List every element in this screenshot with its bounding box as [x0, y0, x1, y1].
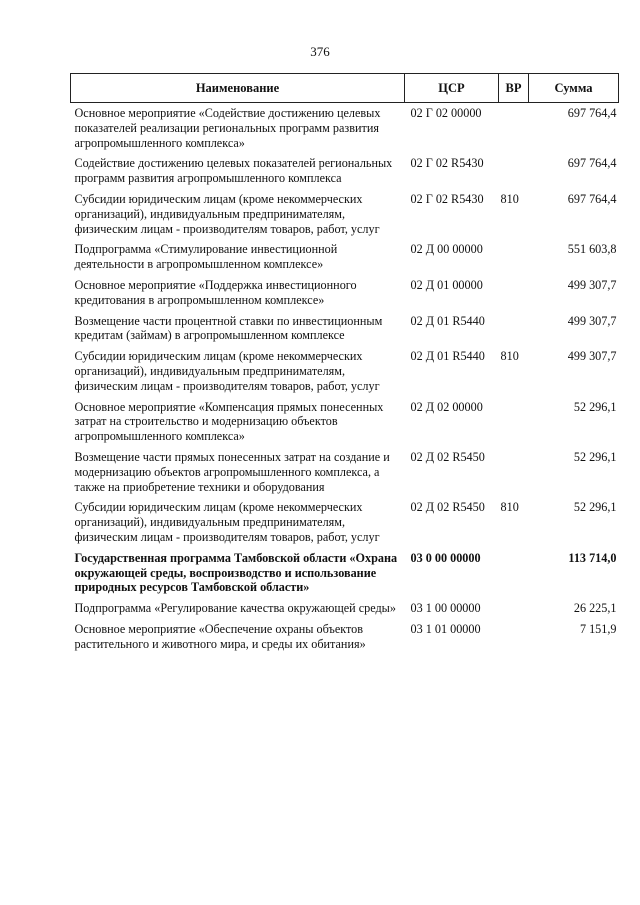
row-name: Основное мероприятие «Компенсация прямых понесенных затрат на строительство и модернизацию объектов агропромышленного комплекса»	[74, 399, 384, 444]
table-row	[71, 619, 619, 655]
row-sum: 7 151,9	[579, 621, 617, 636]
row-sum: 26 225,1	[573, 601, 617, 616]
row-sum: 52 296,1	[573, 449, 617, 464]
table-body	[71, 103, 619, 655]
row-vr	[499, 153, 529, 189]
header-name: Наименование	[71, 74, 405, 103]
row-name: Возмещение части процентной ставки по инвестиционным кредитам (займам) в агропромышленном комплексе	[74, 313, 383, 343]
row-name: Субсидии юридическим лицам (кроме некоммерческих организаций), индивидуальным предпринимателям, физическим лицам - производителям товаров, работ, услуг	[74, 500, 380, 544]
header-vr: ВР	[499, 74, 529, 103]
row-csr: 03 1 01 00000	[410, 621, 481, 636]
row-name: Подпрограмма «Регулирование качества окружающей среды»	[74, 601, 396, 616]
table-row	[71, 397, 619, 447]
row-name: Субсидии юридическим лицам (кроме некоммерческих организаций), индивидуальным предпринимателям, физическим лицам - производителям товаров, работ, услуг	[74, 191, 380, 236]
row-name: Основное мероприятие «Обеспечение охраны объектов растительного и животного мира, и среды их обитания»	[74, 621, 366, 651]
table-row	[71, 311, 619, 347]
row-vr	[499, 311, 529, 347]
row-sum: 551 603,8	[567, 242, 617, 257]
table-row	[71, 239, 619, 275]
table-row	[71, 103, 619, 154]
row-vr	[499, 103, 529, 154]
row-vr	[499, 447, 529, 497]
row-vr	[499, 275, 529, 311]
row-sum: 52 296,1	[573, 500, 617, 515]
row-csr: 02 Г 02 00000	[410, 106, 482, 120]
row-csr: 02 Д 02 R5450	[410, 500, 485, 515]
row-vr	[499, 598, 529, 619]
row-vr	[499, 548, 529, 598]
table-row	[71, 598, 619, 619]
budget-table	[70, 73, 619, 655]
table-row	[71, 153, 619, 189]
row-csr: 02 Д 02 R5450	[410, 449, 485, 464]
row-sum: 113 714,0	[568, 550, 617, 565]
row-name: Субсидии юридическим лицам (кроме некоммерческих организаций), индивидуальным предпринимателям, физическим лицам - производителям товаров, работ, услуг	[74, 349, 380, 393]
row-vr	[499, 239, 529, 275]
table-row-program	[71, 548, 619, 598]
row-name: Возмещение части прямых понесенных затрат на создание и модернизацию объектов агропромышленного комплекса, а также на приобретение техники и оборудования	[74, 449, 390, 494]
row-csr: 03 0 00 00000	[410, 550, 481, 565]
page-number: 376	[310, 44, 330, 59]
row-sum: 499 307,7	[567, 313, 617, 328]
table-row	[71, 275, 619, 311]
row-csr: 02 Д 00 00000	[410, 242, 483, 257]
row-vr: 810	[500, 500, 519, 515]
row-csr: 02 Г 02 R5430	[410, 156, 484, 171]
table-row	[71, 189, 619, 239]
row-csr: 02 Д 02 00000	[410, 399, 483, 414]
header-sum: Сумма	[529, 74, 619, 103]
row-csr: 03 1 00 00000	[410, 601, 481, 616]
row-csr: 02 Д 01 R5440	[410, 313, 485, 328]
row-csr: 02 Г 02 R5430	[410, 191, 484, 206]
row-name: Основное мероприятие «Поддержка инвестиционного кредитования в агропромышленном комплексе»	[74, 277, 357, 307]
row-vr	[499, 619, 529, 655]
row-sum: 697 764,4	[567, 191, 617, 206]
row-vr: 810	[500, 191, 519, 206]
row-name: Содействие достижению целевых показателей региональных программ развития агропромышленного комплекса	[74, 156, 393, 186]
row-name: Государственная программа Тамбовской области «Охрана окружающей среды, воспроизводство и использование природных ресурсов Тамбовской области»	[74, 550, 398, 595]
header-csr: ЦСР	[405, 74, 499, 103]
row-sum: 697 764,4	[567, 106, 617, 120]
row-sum: 499 307,7	[567, 349, 617, 364]
table-row	[71, 447, 619, 497]
row-sum: 499 307,7	[567, 277, 617, 292]
row-vr	[499, 397, 529, 447]
row-sum: 697 764,4	[567, 156, 617, 171]
table-row	[71, 497, 619, 547]
row-name: Подпрограмма «Стимулирование инвестиционной деятельности в агропромышленном комплексе»	[74, 242, 338, 272]
row-csr: 02 Д 01 00000	[410, 277, 483, 292]
row-sum: 52 296,1	[573, 399, 617, 414]
table-header	[71, 74, 619, 103]
row-vr: 810	[500, 349, 519, 364]
table-row	[71, 346, 619, 396]
row-csr: 02 Д 01 R5440	[410, 349, 485, 364]
row-name: Основное мероприятие «Содействие достижению целевых показателей реализации региональных программ развития агропромышленного комплекса»	[74, 106, 381, 150]
